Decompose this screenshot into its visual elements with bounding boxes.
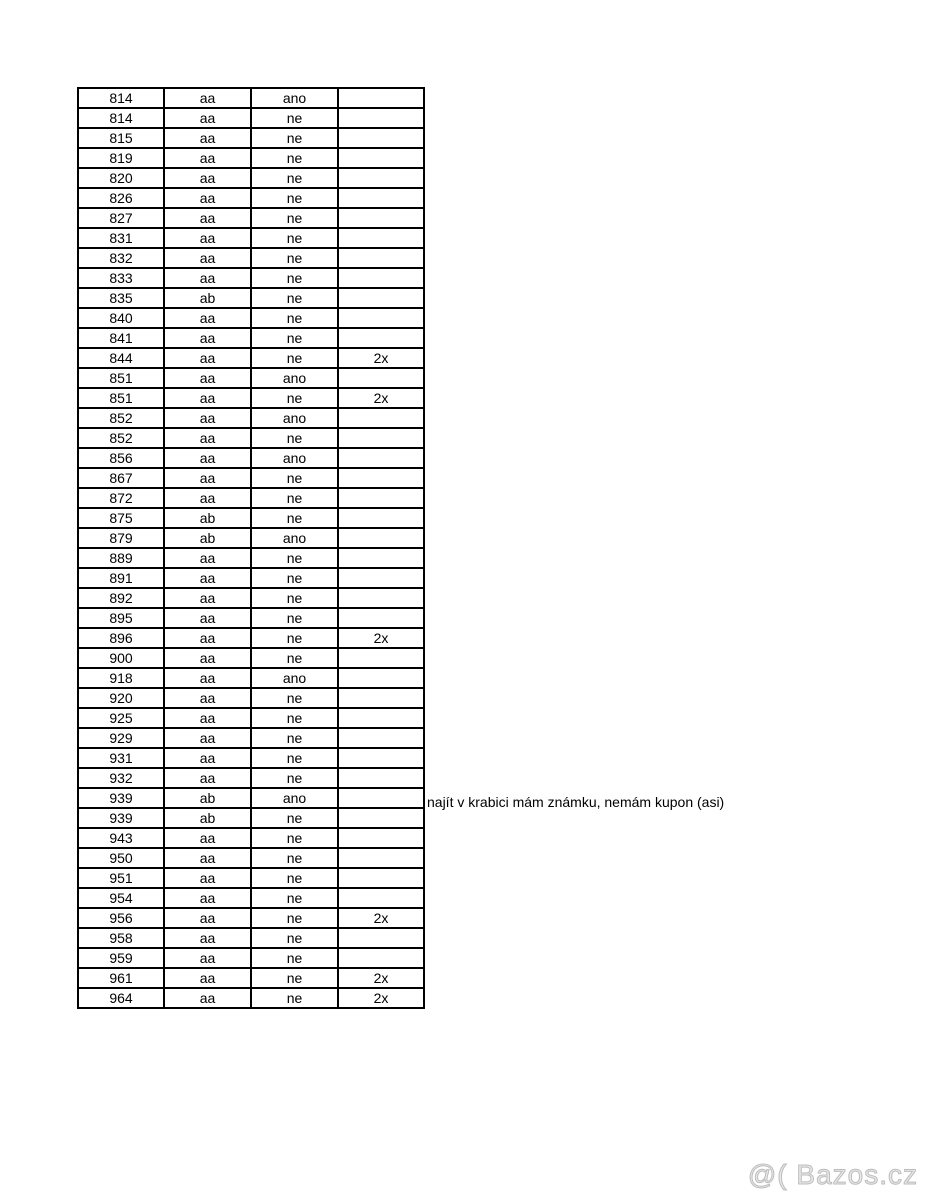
table-cell: aa — [164, 208, 251, 228]
table-row — [78, 688, 424, 708]
table-cell: ne — [251, 848, 338, 868]
table-cell: ab — [164, 528, 251, 548]
table-cell: 2x — [338, 908, 424, 928]
table-cell: aa — [164, 88, 251, 108]
table-cell — [338, 528, 424, 548]
table-cell: aa — [164, 708, 251, 728]
table-cell: ab — [164, 808, 251, 828]
table-cell — [338, 228, 424, 248]
table-cell: aa — [164, 168, 251, 188]
table-cell — [338, 328, 424, 348]
table-cell: 841 — [78, 328, 164, 348]
table-cell — [338, 868, 424, 888]
table-cell — [338, 368, 424, 388]
table-cell: 950 — [78, 848, 164, 868]
table-cell: ne — [251, 248, 338, 268]
table-cell: ano — [251, 88, 338, 108]
table-cell — [338, 108, 424, 128]
table-row — [78, 88, 424, 108]
table-cell: ne — [251, 888, 338, 908]
table-cell: 833 — [78, 268, 164, 288]
table-cell: aa — [164, 428, 251, 448]
table-row — [78, 628, 424, 648]
table-cell — [338, 828, 424, 848]
table-cell — [338, 408, 424, 428]
table-cell — [338, 888, 424, 908]
row-note: najít v krabici mám známku, nemám kupon (asi) — [427, 794, 725, 810]
table-cell: 958 — [78, 928, 164, 948]
table-cell: aa — [164, 388, 251, 408]
table-row — [78, 388, 424, 408]
table-cell: aa — [164, 588, 251, 608]
table-cell: 827 — [78, 208, 164, 228]
table-cell: ne — [251, 648, 338, 668]
table-cell — [338, 308, 424, 328]
table-cell: ne — [251, 488, 338, 508]
table-row — [78, 288, 424, 308]
table-cell: ne — [251, 188, 338, 208]
table-cell — [338, 548, 424, 568]
table-cell: 852 — [78, 428, 164, 448]
table-cell: 961 — [78, 968, 164, 988]
table-row — [78, 748, 424, 768]
table-cell — [338, 588, 424, 608]
table-cell: ano — [251, 788, 338, 808]
table-cell: ne — [251, 548, 338, 568]
table-row — [78, 448, 424, 468]
table-cell — [338, 788, 424, 808]
table-cell: aa — [164, 848, 251, 868]
table-cell: 939 — [78, 788, 164, 808]
table-cell: aa — [164, 768, 251, 788]
table-row — [78, 128, 424, 148]
table-cell: aa — [164, 728, 251, 748]
table-cell: ne — [251, 228, 338, 248]
table-cell — [338, 88, 424, 108]
table-row — [78, 728, 424, 748]
table-cell — [338, 708, 424, 728]
table-row — [78, 948, 424, 968]
table-row — [78, 228, 424, 248]
table-cell: ano — [251, 368, 338, 388]
table-cell: ne — [251, 268, 338, 288]
table-cell: 964 — [78, 988, 164, 1008]
table-cell: 835 — [78, 288, 164, 308]
table-row — [78, 248, 424, 268]
table-cell: 2x — [338, 628, 424, 648]
table-cell: ne — [251, 328, 338, 348]
table-cell: aa — [164, 908, 251, 928]
table-row — [78, 588, 424, 608]
table-cell: 2x — [338, 348, 424, 368]
table-cell — [338, 608, 424, 628]
table-cell: 959 — [78, 948, 164, 968]
table-cell — [338, 928, 424, 948]
table-row — [78, 788, 424, 808]
table-cell — [338, 448, 424, 468]
table-cell: ne — [251, 828, 338, 848]
table-row — [78, 268, 424, 288]
table-cell — [338, 268, 424, 288]
table-cell: 931 — [78, 748, 164, 768]
table-cell: 844 — [78, 348, 164, 368]
table-cell: 918 — [78, 668, 164, 688]
table-cell: 872 — [78, 488, 164, 508]
table-cell: 929 — [78, 728, 164, 748]
table-cell: aa — [164, 468, 251, 488]
table-cell: aa — [164, 828, 251, 848]
table-row — [78, 768, 424, 788]
table-cell: ne — [251, 148, 338, 168]
table-row — [78, 608, 424, 628]
table-cell: 851 — [78, 388, 164, 408]
table-cell: ne — [251, 768, 338, 788]
table-cell: ab — [164, 508, 251, 528]
table-cell: ne — [251, 708, 338, 728]
table-cell: aa — [164, 928, 251, 948]
table-cell: ne — [251, 348, 338, 368]
table-row — [78, 408, 424, 428]
table-cell: ne — [251, 388, 338, 408]
table-cell: aa — [164, 868, 251, 888]
table-row — [78, 528, 424, 548]
table-cell: aa — [164, 548, 251, 568]
table-cell: aa — [164, 348, 251, 368]
table-cell: ano — [251, 668, 338, 688]
table-cell: aa — [164, 368, 251, 388]
table-cell: ne — [251, 588, 338, 608]
table-row — [78, 808, 424, 828]
table-row — [78, 328, 424, 348]
table-cell — [338, 768, 424, 788]
table-cell: aa — [164, 668, 251, 688]
table-cell — [338, 128, 424, 148]
table-row — [78, 928, 424, 948]
table-row — [78, 828, 424, 848]
table-cell — [338, 668, 424, 688]
table-cell: ne — [251, 688, 338, 708]
table-cell: 875 — [78, 508, 164, 528]
table-cell — [338, 688, 424, 708]
table-cell — [338, 148, 424, 168]
table-cell: aa — [164, 688, 251, 708]
table-cell: 832 — [78, 248, 164, 268]
table-cell — [338, 248, 424, 268]
spreadsheet-table — [77, 87, 425, 1009]
table-cell — [338, 488, 424, 508]
table-cell: aa — [164, 268, 251, 288]
spreadsheet-body — [78, 88, 424, 1008]
table-cell — [338, 508, 424, 528]
table-cell: ne — [251, 868, 338, 888]
table-cell: 2x — [338, 988, 424, 1008]
table-row — [78, 908, 424, 928]
table-cell: aa — [164, 988, 251, 1008]
table-cell: ne — [251, 968, 338, 988]
table-cell: ne — [251, 168, 338, 188]
table-row — [78, 708, 424, 728]
table-cell: aa — [164, 328, 251, 348]
table-cell: ne — [251, 468, 338, 488]
table-cell: ano — [251, 448, 338, 468]
table-cell: ne — [251, 748, 338, 768]
table-cell: 2x — [338, 968, 424, 988]
table-row — [78, 308, 424, 328]
table-cell: 900 — [78, 648, 164, 668]
table-cell: 851 — [78, 368, 164, 388]
table-cell: 895 — [78, 608, 164, 628]
table-cell: ne — [251, 568, 338, 588]
table-cell: aa — [164, 968, 251, 988]
table-cell: aa — [164, 308, 251, 328]
table-cell — [338, 808, 424, 828]
table-cell: 951 — [78, 868, 164, 888]
table-cell: 956 — [78, 908, 164, 928]
table-cell: 920 — [78, 688, 164, 708]
bazos-watermark: @( Bazos.cz — [747, 1159, 918, 1190]
table-cell: ab — [164, 788, 251, 808]
table-cell: 840 — [78, 308, 164, 328]
table-cell — [338, 208, 424, 228]
table-row — [78, 368, 424, 388]
table-row — [78, 888, 424, 908]
table-cell: 852 — [78, 408, 164, 428]
table-cell: ne — [251, 508, 338, 528]
table-cell: ne — [251, 728, 338, 748]
table-row — [78, 168, 424, 188]
table-cell: 932 — [78, 768, 164, 788]
table-cell: ano — [251, 408, 338, 428]
table-cell: aa — [164, 488, 251, 508]
table-cell: 820 — [78, 168, 164, 188]
table-row — [78, 548, 424, 568]
table-cell: aa — [164, 408, 251, 428]
table-cell: aa — [164, 748, 251, 768]
table-cell: ne — [251, 628, 338, 648]
table-cell: 943 — [78, 828, 164, 848]
table-cell — [338, 748, 424, 768]
table-cell: aa — [164, 128, 251, 148]
table-row — [78, 468, 424, 488]
table-row — [78, 648, 424, 668]
table-cell — [338, 468, 424, 488]
table-cell: ne — [251, 128, 338, 148]
table-cell: ne — [251, 948, 338, 968]
table-cell: 939 — [78, 808, 164, 828]
table-cell: 867 — [78, 468, 164, 488]
table-cell: 891 — [78, 568, 164, 588]
table-cell: aa — [164, 228, 251, 248]
table-cell: 856 — [78, 448, 164, 468]
table-cell: 879 — [78, 528, 164, 548]
table-cell: aa — [164, 188, 251, 208]
table-cell: aa — [164, 948, 251, 968]
table-row — [78, 988, 424, 1008]
table-cell: ne — [251, 928, 338, 948]
table-cell: aa — [164, 648, 251, 668]
table-cell: ne — [251, 208, 338, 228]
table-cell: 814 — [78, 108, 164, 128]
table-cell: 814 — [78, 88, 164, 108]
table-cell: ano — [251, 528, 338, 548]
table-cell — [338, 428, 424, 448]
table-cell: ne — [251, 988, 338, 1008]
table-cell: aa — [164, 608, 251, 628]
table-row — [78, 108, 424, 128]
table-cell: ne — [251, 308, 338, 328]
table-cell: 826 — [78, 188, 164, 208]
table-row — [78, 848, 424, 868]
table-cell: ne — [251, 608, 338, 628]
table-cell: ne — [251, 908, 338, 928]
table-row — [78, 668, 424, 688]
table-cell — [338, 848, 424, 868]
table-row — [78, 148, 424, 168]
table-cell: aa — [164, 248, 251, 268]
table-row — [78, 568, 424, 588]
table-cell — [338, 948, 424, 968]
table-cell: ne — [251, 428, 338, 448]
table-row — [78, 968, 424, 988]
table-cell: 954 — [78, 888, 164, 908]
table-cell: 2x — [338, 388, 424, 408]
table-cell: aa — [164, 888, 251, 908]
table-cell: ne — [251, 288, 338, 308]
table-cell: 892 — [78, 588, 164, 608]
table-row — [78, 348, 424, 368]
table-cell: ne — [251, 108, 338, 128]
table-cell: aa — [164, 108, 251, 128]
table-row — [78, 428, 424, 448]
table-cell: 896 — [78, 628, 164, 648]
table-cell: 815 — [78, 128, 164, 148]
table-cell: aa — [164, 148, 251, 168]
table-row — [78, 868, 424, 888]
table-row — [78, 208, 424, 228]
table-cell: 831 — [78, 228, 164, 248]
table-cell: ab — [164, 288, 251, 308]
table-cell — [338, 288, 424, 308]
table-cell: aa — [164, 568, 251, 588]
table-cell: 889 — [78, 548, 164, 568]
table-cell: 819 — [78, 148, 164, 168]
table-cell: aa — [164, 628, 251, 648]
table-row — [78, 188, 424, 208]
table-cell — [338, 648, 424, 668]
table-row — [78, 508, 424, 528]
table-cell — [338, 728, 424, 748]
table-cell — [338, 568, 424, 588]
table-row — [78, 488, 424, 508]
table-cell — [338, 168, 424, 188]
table-cell: aa — [164, 448, 251, 468]
table-cell: ne — [251, 808, 338, 828]
table-cell: 925 — [78, 708, 164, 728]
table-cell — [338, 188, 424, 208]
